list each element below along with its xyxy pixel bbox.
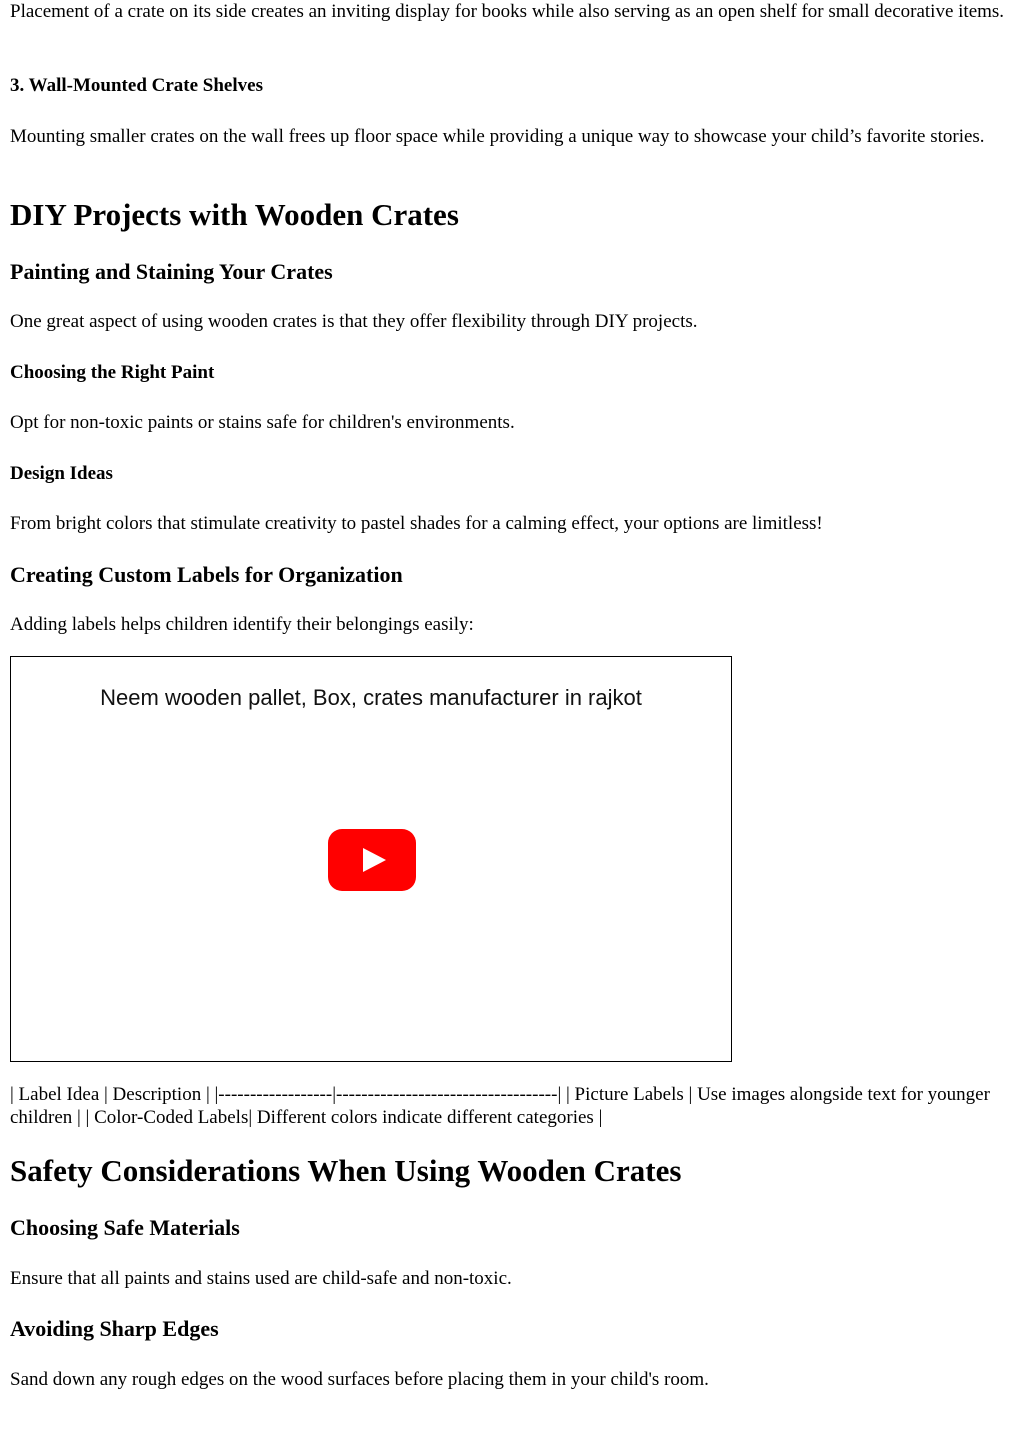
wall-mounted-heading: 3. Wall-Mounted Crate Shelves — [10, 75, 263, 96]
video-title[interactable]: Neem wooden pallet, Box, crates manufacturer in rajkot — [100, 685, 642, 710]
design-ideas-paragraph: From bright colors that stimulate creativity to pastel shades for a calming effect, your options are limitless! — [10, 513, 823, 534]
markdown-table-text: | Label Idea | Description | |------------------|-----------------------------------| | Picture Labels | Use images alongside text for younger children | | Color-Coded Labels| Different colors indicate different categories | — [10, 1084, 990, 1128]
intro-paragraph: Placement of a crate on its side creates an inviting display for books while also serving as an open shelf for small decorative items. — [10, 1, 1005, 22]
design-ideas-heading: Design Ideas — [10, 463, 113, 484]
youtube-play-icon[interactable] — [328, 829, 416, 891]
paint-choice-paragraph: Opt for non-toxic paints or stains safe for children's environments. — [10, 412, 515, 433]
wall-mounted-paragraph: Mounting smaller crates on the wall frees up floor space while providing a unique way to showcase your child’s favorite stories. — [10, 126, 985, 147]
sharp-edges-paragraph: Sand down any rough edges on the wood surfaces before placing them in your child's room. — [10, 1369, 709, 1390]
safe-materials-heading: Choosing Safe Materials — [10, 1215, 240, 1240]
embedded-video[interactable] — [10, 656, 732, 1062]
safety-heading: Safety Considerations When Using Wooden Crates — [10, 1153, 682, 1188]
paint-choice-heading: Choosing the Right Paint — [10, 362, 215, 383]
sharp-edges-heading: Avoiding Sharp Edges — [10, 1316, 219, 1341]
diy-projects-heading: DIY Projects with Wooden Crates — [10, 197, 459, 232]
custom-labels-heading: Creating Custom Labels for Organization — [10, 562, 403, 587]
painting-paragraph: One great aspect of using wooden crates is that they offer flexibility through DIY projects. — [10, 311, 698, 332]
painting-heading: Painting and Staining Your Crates — [10, 259, 333, 284]
custom-labels-paragraph: Adding labels helps children identify their belongings easily: — [10, 614, 474, 635]
safe-materials-paragraph: Ensure that all paints and stains used are child-safe and non-toxic. — [10, 1268, 512, 1289]
